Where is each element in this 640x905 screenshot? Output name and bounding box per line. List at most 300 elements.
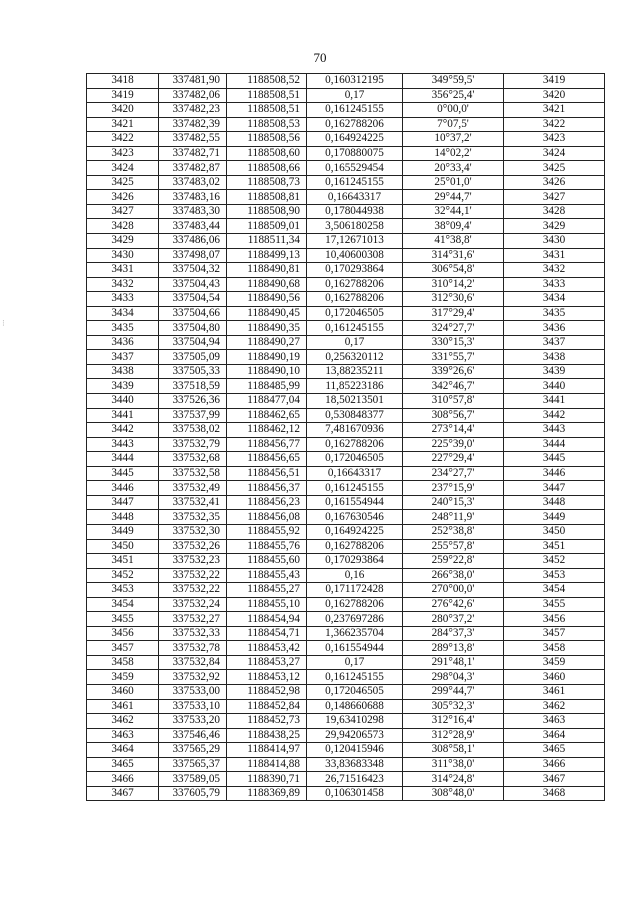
- bearing-cell: 312°28,9': [403, 728, 504, 743]
- x-coordinate-cell: 337482,55: [159, 132, 227, 147]
- table-row: [87, 786, 605, 801]
- y-coordinate-cell: 1188490,68: [227, 277, 307, 292]
- y-coordinate-cell: 1188452,73: [227, 714, 307, 729]
- bearing-cell: 41°38,8': [403, 234, 504, 249]
- y-coordinate-cell: 1188455,92: [227, 524, 307, 539]
- x-coordinate-cell: 337565,37: [159, 757, 227, 772]
- distance-cell: 18,50213501: [307, 394, 403, 409]
- distance-cell: 33,83683348: [307, 757, 403, 772]
- distance-cell: 0,167630546: [307, 510, 403, 525]
- distance-cell: 0,172046505: [307, 452, 403, 467]
- next-point-cell: 3463: [504, 714, 605, 729]
- table-row: [87, 684, 605, 699]
- bearing-cell: 314°31,6': [403, 248, 504, 263]
- distance-cell: 0,170293864: [307, 263, 403, 278]
- y-coordinate-cell: 1188508,90: [227, 204, 307, 219]
- table-row: [87, 568, 605, 583]
- next-point-cell: 3435: [504, 306, 605, 321]
- next-point-cell: 3422: [504, 117, 605, 132]
- y-coordinate-cell: 1188511,34: [227, 234, 307, 249]
- bearing-cell: 311°38,0': [403, 757, 504, 772]
- point-number-cell: 3452: [87, 568, 159, 583]
- point-number-cell: 3433: [87, 292, 159, 307]
- next-point-cell: 3460: [504, 670, 605, 685]
- point-number-cell: 3436: [87, 335, 159, 350]
- point-number-cell: 3447: [87, 495, 159, 510]
- point-number-cell: 3462: [87, 714, 159, 729]
- bearing-cell: 289°13,8': [403, 641, 504, 656]
- y-coordinate-cell: 1188499,13: [227, 248, 307, 263]
- x-coordinate-cell: 337532,27: [159, 612, 227, 627]
- y-coordinate-cell: 1188462,12: [227, 423, 307, 438]
- table-row: [87, 466, 605, 481]
- distance-cell: 0,178044938: [307, 204, 403, 219]
- bearing-cell: 7°07,5': [403, 117, 504, 132]
- table-row: [87, 175, 605, 190]
- y-coordinate-cell: 1188456,08: [227, 510, 307, 525]
- y-coordinate-cell: 1188455,76: [227, 539, 307, 554]
- x-coordinate-cell: 337481,90: [159, 74, 227, 89]
- distance-cell: 13,88235211: [307, 364, 403, 379]
- bearing-cell: 308°48,0': [403, 786, 504, 801]
- bearing-cell: 29°44,7': [403, 190, 504, 205]
- distance-cell: 0,161245155: [307, 670, 403, 685]
- next-point-cell: 3433: [504, 277, 605, 292]
- table-row: [87, 146, 605, 161]
- point-number-cell: 3457: [87, 641, 159, 656]
- table-row: [87, 350, 605, 365]
- bearing-cell: 270°00,0': [403, 583, 504, 598]
- x-coordinate-cell: 337504,80: [159, 321, 227, 336]
- table-row: [87, 510, 605, 525]
- y-coordinate-cell: 1188490,27: [227, 335, 307, 350]
- distance-cell: 0,162788206: [307, 437, 403, 452]
- distance-cell: 0,148660688: [307, 699, 403, 714]
- point-number-cell: 3418: [87, 74, 159, 89]
- x-coordinate-cell: 337504,32: [159, 263, 227, 278]
- table-row: [87, 495, 605, 510]
- y-coordinate-cell: 1188508,51: [227, 103, 307, 118]
- y-coordinate-cell: 1188452,98: [227, 684, 307, 699]
- distance-cell: 0,16643317: [307, 466, 403, 481]
- x-coordinate-cell: 337532,33: [159, 626, 227, 641]
- next-point-cell: 3450: [504, 524, 605, 539]
- distance-cell: 0,161245155: [307, 103, 403, 118]
- y-coordinate-cell: 1188438,25: [227, 728, 307, 743]
- x-coordinate-cell: 337546,46: [159, 728, 227, 743]
- table-row: [87, 379, 605, 394]
- point-number-cell: 3430: [87, 248, 159, 263]
- table-row: [87, 117, 605, 132]
- bearing-cell: 349°59,5': [403, 74, 504, 89]
- bearing-cell: 255°57,8': [403, 539, 504, 554]
- distance-cell: 0,530848377: [307, 408, 403, 423]
- x-coordinate-cell: 337504,66: [159, 306, 227, 321]
- x-coordinate-cell: 337504,94: [159, 335, 227, 350]
- y-coordinate-cell: 1188453,27: [227, 655, 307, 670]
- next-point-cell: 3434: [504, 292, 605, 307]
- y-coordinate-cell: 1188490,81: [227, 263, 307, 278]
- bearing-cell: 284°37,3': [403, 626, 504, 641]
- bearing-cell: 299°44,7': [403, 684, 504, 699]
- x-coordinate-cell: 337532,78: [159, 641, 227, 656]
- distance-cell: 0,161554944: [307, 495, 403, 510]
- point-number-cell: 3463: [87, 728, 159, 743]
- table-row: [87, 74, 605, 89]
- table-row: [87, 583, 605, 598]
- point-number-cell: 3454: [87, 597, 159, 612]
- point-number-cell: 3453: [87, 583, 159, 598]
- point-number-cell: 3451: [87, 554, 159, 569]
- bearing-cell: 14°02,2': [403, 146, 504, 161]
- distance-cell: 0,16: [307, 568, 403, 583]
- coordinates-table: [86, 73, 605, 801]
- point-number-cell: 3422: [87, 132, 159, 147]
- next-point-cell: 3466: [504, 757, 605, 772]
- distance-cell: 7,481670936: [307, 423, 403, 438]
- distance-cell: 11,85223186: [307, 379, 403, 394]
- bearing-cell: 324°27,7': [403, 321, 504, 336]
- distance-cell: 1,366235704: [307, 626, 403, 641]
- point-number-cell: 3456: [87, 626, 159, 641]
- bearing-cell: 227°29,4': [403, 452, 504, 467]
- point-number-cell: 3424: [87, 161, 159, 176]
- bearing-cell: 237°15,9': [403, 481, 504, 496]
- distance-cell: 0,161245155: [307, 175, 403, 190]
- next-point-cell: 3448: [504, 495, 605, 510]
- point-number-cell: 3458: [87, 655, 159, 670]
- x-coordinate-cell: 337505,33: [159, 364, 227, 379]
- next-point-cell: 3424: [504, 146, 605, 161]
- y-coordinate-cell: 1188508,52: [227, 74, 307, 89]
- table-row: [87, 132, 605, 147]
- next-point-cell: 3444: [504, 437, 605, 452]
- point-number-cell: 3435: [87, 321, 159, 336]
- distance-cell: 0,172046505: [307, 684, 403, 699]
- x-coordinate-cell: 337482,23: [159, 103, 227, 118]
- bearing-cell: 266°38,0': [403, 568, 504, 583]
- bearing-cell: 248°11,9': [403, 510, 504, 525]
- next-point-cell: 3443: [504, 423, 605, 438]
- table-row: [87, 364, 605, 379]
- distance-cell: 0,162788206: [307, 597, 403, 612]
- table-row: [87, 437, 605, 452]
- next-point-cell: 3442: [504, 408, 605, 423]
- distance-cell: 0,162788206: [307, 292, 403, 307]
- next-point-cell: 3458: [504, 641, 605, 656]
- distance-cell: 0,106301458: [307, 786, 403, 801]
- next-point-cell: 3464: [504, 728, 605, 743]
- x-coordinate-cell: 337538,02: [159, 423, 227, 438]
- y-coordinate-cell: 1188414,88: [227, 757, 307, 772]
- distance-cell: 0,237697286: [307, 612, 403, 627]
- bearing-cell: 273°14,4': [403, 423, 504, 438]
- table-row: [87, 757, 605, 772]
- x-coordinate-cell: 337504,43: [159, 277, 227, 292]
- point-number-cell: 3455: [87, 612, 159, 627]
- x-coordinate-cell: 337532,22: [159, 583, 227, 598]
- table-row: [87, 670, 605, 685]
- y-coordinate-cell: 1188455,27: [227, 583, 307, 598]
- distance-cell: 19,63410298: [307, 714, 403, 729]
- y-coordinate-cell: 1188477,04: [227, 394, 307, 409]
- table-row: [87, 554, 605, 569]
- x-coordinate-cell: 337533,20: [159, 714, 227, 729]
- y-coordinate-cell: 1188452,84: [227, 699, 307, 714]
- x-coordinate-cell: 337483,44: [159, 219, 227, 234]
- bearing-cell: 342°46,7': [403, 379, 504, 394]
- x-coordinate-cell: 337532,30: [159, 524, 227, 539]
- x-coordinate-cell: 337482,06: [159, 88, 227, 103]
- table-row: [87, 88, 605, 103]
- distance-cell: 0,161245155: [307, 481, 403, 496]
- y-coordinate-cell: 1188490,10: [227, 364, 307, 379]
- bearing-cell: 308°56,7': [403, 408, 504, 423]
- next-point-cell: 3465: [504, 743, 605, 758]
- table-row: [87, 103, 605, 118]
- y-coordinate-cell: 1188453,12: [227, 670, 307, 685]
- point-number-cell: 3438: [87, 364, 159, 379]
- table-row: [87, 626, 605, 641]
- bearing-cell: 10°37,2': [403, 132, 504, 147]
- next-point-cell: 3438: [504, 350, 605, 365]
- x-coordinate-cell: 337532,22: [159, 568, 227, 583]
- x-coordinate-cell: 337532,58: [159, 466, 227, 481]
- point-number-cell: 3450: [87, 539, 159, 554]
- point-number-cell: 3464: [87, 743, 159, 758]
- table-row: [87, 714, 605, 729]
- x-coordinate-cell: 337482,39: [159, 117, 227, 132]
- x-coordinate-cell: 337532,79: [159, 437, 227, 452]
- y-coordinate-cell: 1188453,42: [227, 641, 307, 656]
- distance-cell: 0,120415946: [307, 743, 403, 758]
- y-coordinate-cell: 1188456,23: [227, 495, 307, 510]
- bearing-cell: 305°32,3': [403, 699, 504, 714]
- table-row: [87, 321, 605, 336]
- bearing-cell: 259°22,8': [403, 554, 504, 569]
- table-row: [87, 335, 605, 350]
- table-row: [87, 481, 605, 496]
- point-number-cell: 3423: [87, 146, 159, 161]
- x-coordinate-cell: 337482,87: [159, 161, 227, 176]
- distance-cell: 0,164924225: [307, 524, 403, 539]
- x-coordinate-cell: 337518,59: [159, 379, 227, 394]
- y-coordinate-cell: 1188508,73: [227, 175, 307, 190]
- table-row: [87, 190, 605, 205]
- x-coordinate-cell: 337532,41: [159, 495, 227, 510]
- y-coordinate-cell: 1188456,77: [227, 437, 307, 452]
- bearing-cell: 317°29,4': [403, 306, 504, 321]
- bearing-cell: 276°42,6': [403, 597, 504, 612]
- table-row: [87, 641, 605, 656]
- distance-cell: 0,17: [307, 655, 403, 670]
- point-number-cell: 3448: [87, 510, 159, 525]
- distance-cell: 0,161554944: [307, 641, 403, 656]
- next-point-cell: 3462: [504, 699, 605, 714]
- next-point-cell: 3455: [504, 597, 605, 612]
- distance-cell: 0,165529454: [307, 161, 403, 176]
- y-coordinate-cell: 1188456,65: [227, 452, 307, 467]
- next-point-cell: 3437: [504, 335, 605, 350]
- point-number-cell: 3429: [87, 234, 159, 249]
- y-coordinate-cell: 1188462,65: [227, 408, 307, 423]
- next-point-cell: 3420: [504, 88, 605, 103]
- table-row: [87, 219, 605, 234]
- distance-cell: 0,172046505: [307, 306, 403, 321]
- next-point-cell: 3447: [504, 481, 605, 496]
- point-number-cell: 3432: [87, 277, 159, 292]
- bearing-cell: 312°30,6': [403, 292, 504, 307]
- x-coordinate-cell: 337505,09: [159, 350, 227, 365]
- table-row: [87, 306, 605, 321]
- next-point-cell: 3461: [504, 684, 605, 699]
- next-point-cell: 3467: [504, 772, 605, 787]
- point-number-cell: 3437: [87, 350, 159, 365]
- bearing-cell: 314°24,8': [403, 772, 504, 787]
- bearing-cell: 310°14,2': [403, 277, 504, 292]
- x-coordinate-cell: 337486,06: [159, 234, 227, 249]
- y-coordinate-cell: 1188509,01: [227, 219, 307, 234]
- table-row: [87, 539, 605, 554]
- distance-cell: 0,17: [307, 335, 403, 350]
- x-coordinate-cell: 337482,71: [159, 146, 227, 161]
- y-coordinate-cell: 1188414,97: [227, 743, 307, 758]
- next-point-cell: 3436: [504, 321, 605, 336]
- x-coordinate-cell: 337532,84: [159, 655, 227, 670]
- bearing-cell: 312°16,4': [403, 714, 504, 729]
- next-point-cell: 3419: [504, 74, 605, 89]
- distance-cell: 3,506180258: [307, 219, 403, 234]
- x-coordinate-cell: 337533,00: [159, 684, 227, 699]
- distance-cell: 0,256320112: [307, 350, 403, 365]
- table-row: [87, 263, 605, 278]
- point-number-cell: 3443: [87, 437, 159, 452]
- x-coordinate-cell: 337483,30: [159, 204, 227, 219]
- table-row: [87, 248, 605, 263]
- x-coordinate-cell: 337526,36: [159, 394, 227, 409]
- bearing-cell: 0°00,0': [403, 103, 504, 118]
- y-coordinate-cell: 1188455,43: [227, 568, 307, 583]
- table-row: [87, 743, 605, 758]
- table-row: [87, 728, 605, 743]
- y-coordinate-cell: 1188508,66: [227, 161, 307, 176]
- y-coordinate-cell: 1188508,60: [227, 146, 307, 161]
- point-number-cell: 3431: [87, 263, 159, 278]
- x-coordinate-cell: 337537,99: [159, 408, 227, 423]
- point-number-cell: 3428: [87, 219, 159, 234]
- point-number-cell: 3427: [87, 204, 159, 219]
- x-coordinate-cell: 337483,02: [159, 175, 227, 190]
- y-coordinate-cell: 1188485,99: [227, 379, 307, 394]
- bearing-cell: 20°33,4': [403, 161, 504, 176]
- table-row: [87, 772, 605, 787]
- point-number-cell: 3465: [87, 757, 159, 772]
- y-coordinate-cell: 1188455,60: [227, 554, 307, 569]
- next-point-cell: 3439: [504, 364, 605, 379]
- y-coordinate-cell: 1188455,10: [227, 597, 307, 612]
- next-point-cell: 3440: [504, 379, 605, 394]
- point-number-cell: 3444: [87, 452, 159, 467]
- table-row: [87, 408, 605, 423]
- y-coordinate-cell: 1188508,56: [227, 132, 307, 147]
- distance-cell: 0,161245155: [307, 321, 403, 336]
- next-point-cell: 3446: [504, 466, 605, 481]
- table-row: [87, 292, 605, 307]
- y-coordinate-cell: 1188508,81: [227, 190, 307, 205]
- page-number: 70: [313, 50, 327, 65]
- point-number-cell: 3459: [87, 670, 159, 685]
- x-coordinate-cell: 337532,23: [159, 554, 227, 569]
- x-coordinate-cell: 337532,26: [159, 539, 227, 554]
- y-coordinate-cell: 1188490,45: [227, 306, 307, 321]
- y-coordinate-cell: 1188490,19: [227, 350, 307, 365]
- next-point-cell: 3457: [504, 626, 605, 641]
- next-point-cell: 3421: [504, 103, 605, 118]
- distance-cell: 0,162788206: [307, 539, 403, 554]
- x-coordinate-cell: 337483,16: [159, 190, 227, 205]
- bearing-cell: 331°55,7': [403, 350, 504, 365]
- point-number-cell: 3425: [87, 175, 159, 190]
- bearing-cell: 280°37,2': [403, 612, 504, 627]
- next-point-cell: 3445: [504, 452, 605, 467]
- point-number-cell: 3421: [87, 117, 159, 132]
- next-point-cell: 3431: [504, 248, 605, 263]
- y-coordinate-cell: 1188508,51: [227, 88, 307, 103]
- distance-cell: 10,40600308: [307, 248, 403, 263]
- point-number-cell: 3460: [87, 684, 159, 699]
- next-point-cell: 3452: [504, 554, 605, 569]
- distance-cell: 0,162788206: [307, 277, 403, 292]
- next-point-cell: 3449: [504, 510, 605, 525]
- point-number-cell: 3441: [87, 408, 159, 423]
- table-row: [87, 699, 605, 714]
- bearing-cell: 234°27,7': [403, 466, 504, 481]
- table-row: [87, 277, 605, 292]
- next-point-cell: 3429: [504, 219, 605, 234]
- bearing-cell: 330°15,3': [403, 335, 504, 350]
- distance-cell: 0,162788206: [307, 117, 403, 132]
- next-point-cell: 3441: [504, 394, 605, 409]
- distance-cell: 0,170293864: [307, 554, 403, 569]
- x-coordinate-cell: 337532,49: [159, 481, 227, 496]
- y-coordinate-cell: 1188456,51: [227, 466, 307, 481]
- x-coordinate-cell: 337532,35: [159, 510, 227, 525]
- next-point-cell: 3453: [504, 568, 605, 583]
- bearing-cell: 310°57,8': [403, 394, 504, 409]
- y-coordinate-cell: 1188390,71: [227, 772, 307, 787]
- distance-cell: 26,71516423: [307, 772, 403, 787]
- y-coordinate-cell: 1188454,71: [227, 626, 307, 641]
- point-number-cell: 3420: [87, 103, 159, 118]
- bearing-cell: 25°01,0': [403, 175, 504, 190]
- bearing-cell: 356°25,4': [403, 88, 504, 103]
- margin-mark: ⁝: [2, 318, 5, 328]
- point-number-cell: 3467: [87, 786, 159, 801]
- point-number-cell: 3419: [87, 88, 159, 103]
- y-coordinate-cell: 1188490,56: [227, 292, 307, 307]
- next-point-cell: 3428: [504, 204, 605, 219]
- y-coordinate-cell: 1188508,53: [227, 117, 307, 132]
- bearing-cell: 339°26,6': [403, 364, 504, 379]
- next-point-cell: 3423: [504, 132, 605, 147]
- table-row: [87, 524, 605, 539]
- x-coordinate-cell: 337532,92: [159, 670, 227, 685]
- distance-cell: 0,170880075: [307, 146, 403, 161]
- coordinates-table-body: [87, 74, 605, 801]
- next-point-cell: 3425: [504, 161, 605, 176]
- next-point-cell: 3432: [504, 263, 605, 278]
- next-point-cell: 3468: [504, 786, 605, 801]
